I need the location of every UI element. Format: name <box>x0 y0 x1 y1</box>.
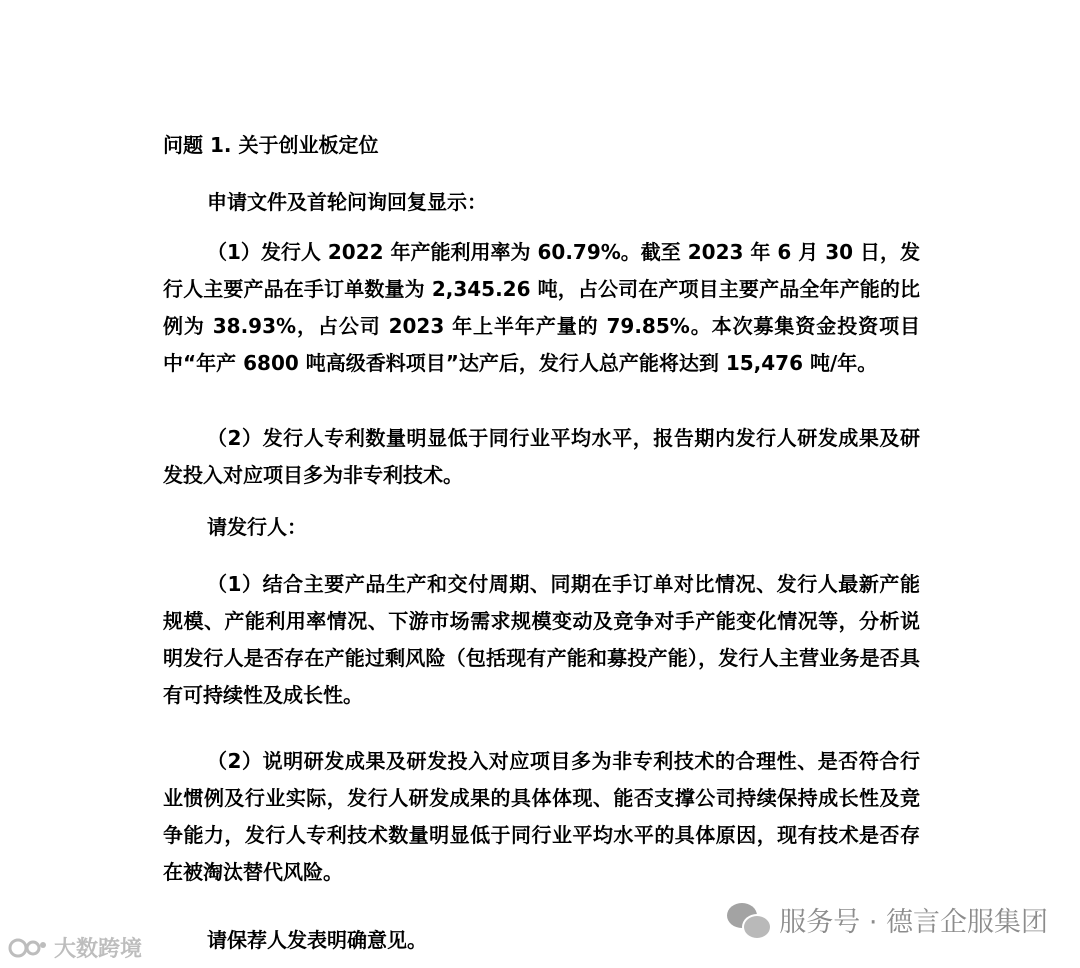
paragraph-1: （1）发行人 2022 年产能利用率为 60.79%。截至 2023 年 6 月 30 日，发行人主要产品在手订单数量为 2,345.26 吨，占公司在产项目主要产品全年产能的比例为 38.93%，占公司 2023 年上半年产量的 79.85%。本次募集资金投资项目中“年产 6800 吨高级香料项目”达产后，发行人总产能将达到 15,476 吨/年。 <box>163 240 920 375</box>
paragraph-2: （2）发行人专利数量明显低于同行业平均水平，报告期内发行人研发成果及研发投入对应项目多为非专利技术。 <box>163 426 920 487</box>
final-request: 请保荐人发表明确意见。 <box>207 928 427 952</box>
request-label: 请发行人： <box>207 515 307 539</box>
intro-paragraph: 申请文件及首轮问询回复显示： <box>207 190 487 214</box>
service-account-watermark <box>727 900 1048 939</box>
brand-logo-icon <box>8 936 48 960</box>
wechat-icon <box>727 903 769 937</box>
brand-watermark <box>8 932 142 963</box>
service-account-text: 服务号 · 德言企服集团 <box>779 907 1048 938</box>
request-item-1: （1）结合主要产品生产和交付周期、同期在手订单对比情况、发行人最新产能规模、产能利用率情况、下游市场需求规模变动及竞争对手产能变化情况等，分析说明发行人是否存在产能过剩风险（包括现有产能和募投产能），发行人主营业务是否具有可持续性及成长性。 <box>163 572 920 707</box>
brand-watermark-text: 大数跨境 <box>54 937 143 962</box>
question-heading: 问题 1. 关于创业板定位 <box>163 133 379 157</box>
request-item-2: （2）说明研发成果及研发投入对应项目多为非专利技术的合理性、是否符合行业惯例及行业实际，发行人研发成果的具体体现、能否支撑公司持续保持成长性及竞争能力，发行人专利技术数量明显低于同行业平均水平的具体原因，现有技术是否存在被淘汰替代风险。 <box>163 749 920 884</box>
